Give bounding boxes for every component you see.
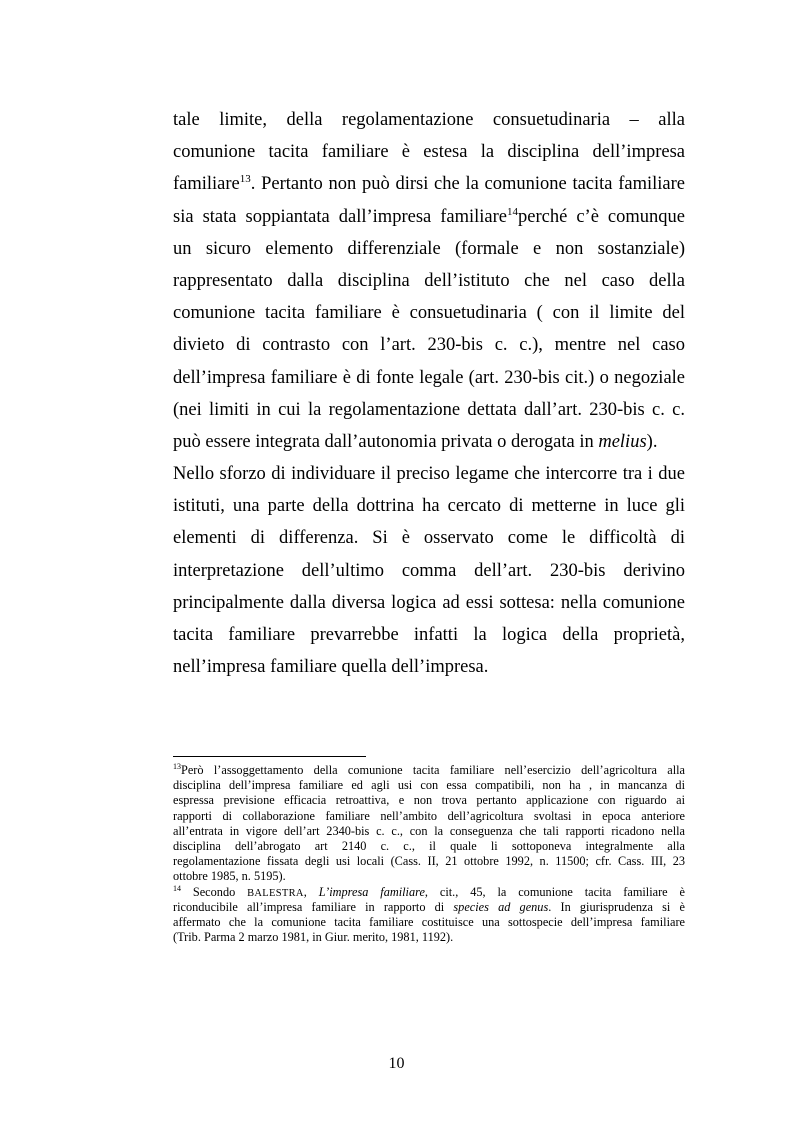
footnote-line xyxy=(173,809,685,824)
text-run: perché c’è comunque xyxy=(518,206,685,227)
text-run: , xyxy=(303,884,319,899)
author-name: BALESTRA xyxy=(247,887,304,899)
footnote-line xyxy=(173,854,685,869)
text-run: sia stata soppiantata dall’impresa familiare xyxy=(173,206,508,227)
text-run: Però l’assoggettamento della comunione tacita familiare nell’esercizio dell’agricoltura alla xyxy=(181,763,685,777)
body-text-line xyxy=(173,490,685,522)
footnote-line xyxy=(173,915,685,930)
footnote-line xyxy=(173,869,685,884)
text-run: regolamentazione fissata degli usi locali (Cass. II, 21 ottobre 1992, n. 11500; cfr. Cass. III, 23 xyxy=(173,854,685,869)
body-text-line xyxy=(173,651,685,683)
body-text-line xyxy=(173,394,685,426)
text-run: ottobre 1985, n. 5195). xyxy=(173,869,286,884)
footnote-line xyxy=(173,900,685,915)
text-run: tale limite, della regolamentazione consuetudinaria – alla xyxy=(173,110,685,130)
italic-text: melius xyxy=(598,431,647,452)
body-text-line xyxy=(173,458,685,490)
footnotes xyxy=(173,763,685,945)
text-run: (nei limiti in cui la regolamentazione dettata dall’art. 230-bis c. c. xyxy=(173,399,685,420)
footnote-line xyxy=(173,839,685,854)
text-run: istituti, una parte della dottrina ha cercato di metterne in luce gli xyxy=(173,496,685,517)
footnote-line xyxy=(173,763,685,778)
body-text-line xyxy=(173,265,685,297)
body-text-line xyxy=(173,362,685,394)
main-text xyxy=(173,104,685,683)
text-run: rapporti di collaborazione familiare nell’ambito dell’agricoltura svoltasi in epoca anteriore xyxy=(173,808,685,823)
text-run: elementi di differenza. Si è osservato come le difficoltà di xyxy=(173,528,685,549)
body-text-line xyxy=(173,555,685,587)
text-run: comunione tacita familiare è consuetudinaria ( con il limite del xyxy=(173,303,685,324)
text-run: affermato che la comunione tacita familiare costituisce una sottospecie dell’impresa familiare xyxy=(173,914,685,929)
body-text-line xyxy=(173,329,685,361)
text-run: all’entrata in vigore dell’art 2340-bis c. c., con la conseguenza che tali rapporti ricadono nella xyxy=(173,823,685,838)
footnote-separator xyxy=(173,756,366,757)
footnote-line xyxy=(173,930,685,945)
body-text-line xyxy=(173,297,685,329)
text-run: comunione tacita familiare è estesa la disciplina dell’impresa xyxy=(173,142,685,163)
text-run: dell’impresa familiare è di fonte legale (art. 230-bis cit.) o negoziale xyxy=(173,367,685,388)
body-text-line xyxy=(173,168,685,200)
footnote-line xyxy=(173,778,685,793)
body-text-line xyxy=(173,426,685,458)
footnote-reference: 14 xyxy=(507,205,519,218)
text-run: Nello sforzo di individuare il preciso legame che intercorre tra i due xyxy=(173,464,685,485)
text-run: familiare xyxy=(173,174,240,195)
text-run: divieto di contrasto con l’art. 230-bis c. c.), mentre nel caso xyxy=(173,335,685,356)
text-run: disciplina dell’impresa familiare ed agli usi con essa compatibili, non ha , in mancanza di xyxy=(173,778,685,793)
body-text-line xyxy=(173,233,685,265)
text-run: può essere integrata dall’autonomia privata o derogata in xyxy=(173,431,599,452)
text-run: Secondo xyxy=(181,884,248,899)
text-run: , cit., 45, la comunione tacita familiare è xyxy=(424,884,685,899)
body-text-line xyxy=(173,587,685,619)
text-run: riconducibile all’impresa familiare in rapporto di xyxy=(173,899,454,914)
footnote-line xyxy=(173,824,685,839)
body-text-line xyxy=(173,201,685,233)
text-run: disciplina dell’abrogato art 2140 c. c., il quale li sottoponeva integralmente alla xyxy=(173,838,685,853)
italic-text: L’impresa familiare xyxy=(318,884,425,899)
italic-text: species ad genus xyxy=(453,899,549,914)
text-run: tacita familiare prevarrebbe infatti la logica della proprietà, xyxy=(173,625,685,645)
page-number: 10 xyxy=(388,1055,405,1072)
footnote-line xyxy=(173,885,685,900)
text-run: interpretazione dell’ultimo comma dell’art. 230-bis derivino xyxy=(173,560,685,581)
footnote-line xyxy=(173,793,685,808)
text-run: rappresentato dalla disciplina dell’istituto che nel caso della xyxy=(173,270,685,291)
body-text-line xyxy=(173,619,685,651)
footnote-reference: 14 xyxy=(173,883,181,893)
body-text-line xyxy=(173,136,685,168)
text-run: espressa previsione efficacia retroattiva, e non trova pertanto applicazione con riguardo ai xyxy=(173,793,685,808)
text-run: ). xyxy=(646,431,658,452)
text-run: principalmente dalla diversa logica ad essi sottesa: nella comunione xyxy=(173,592,685,613)
body-text-line xyxy=(173,104,685,136)
text-run: (Trib. Parma 2 marzo 1981, in Giur. merito, 1981, 1192). xyxy=(173,930,454,945)
text-run: . Pertanto non può dirsi che la comunione tacita familiare xyxy=(250,174,685,195)
footnote-reference: 13 xyxy=(239,173,251,186)
footnote-reference: 13 xyxy=(173,762,181,771)
text-run: nell’impresa familiare quella dell’impresa. xyxy=(173,657,489,678)
body-text-line xyxy=(173,522,685,554)
text-run: . In giurisprudenza si è xyxy=(548,899,685,914)
text-run: un sicuro elemento differenziale (formale e non sostanziale) xyxy=(173,238,685,259)
